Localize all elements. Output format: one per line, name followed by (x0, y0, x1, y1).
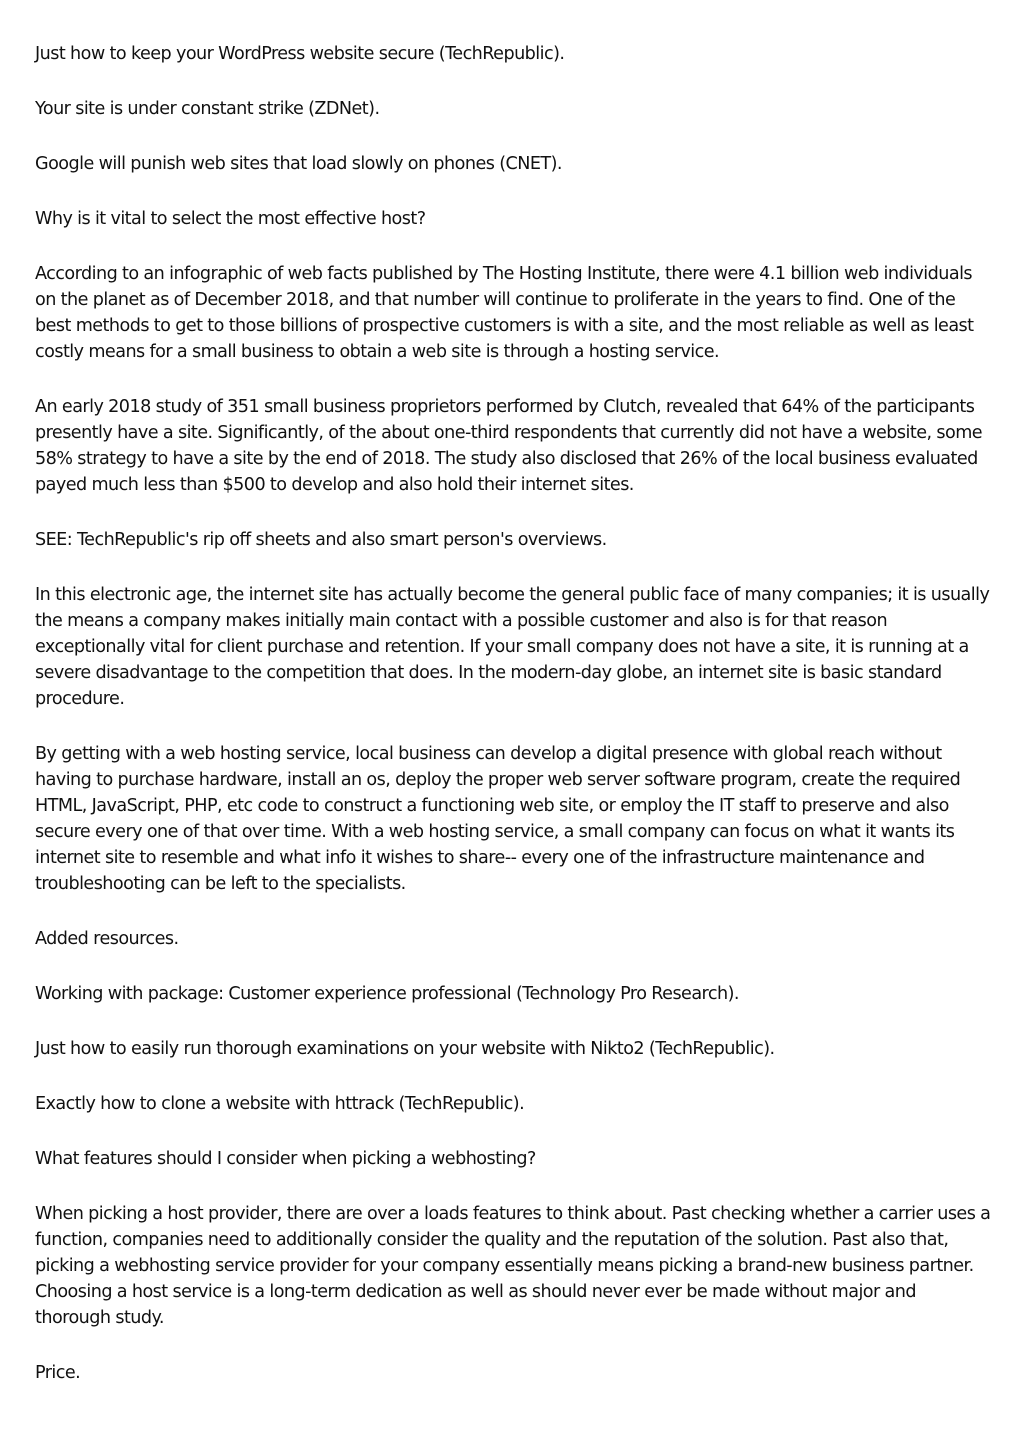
paragraph-added-resources: Added resources. (35, 929, 179, 949)
paragraph-electronic-age: In this electronic age, the internet site has actually become the general public face of many companies; it is usually the means a company makes initially main contact with a possible customer and also is for that reason exceptionally vital for client purchase and retention. If your small company does not have a site, it is running at a severe disadvantage to the competition that does. In the modern-day globe, an internet site is basic standard procedure. (35, 585, 990, 709)
paragraph-httrack: Exactly how to clone a website with httrack (TechRepublic). (35, 1094, 525, 1114)
paragraph-picking-provider: When picking a host provider, there are over a loads features to think about. Past checking whether a carrier uses a function, companies need to additionally consider the quality and the reputation of the solution. Past also that, picking a webhosting service provider for your company essentially means picking a brand-new business partner. Choosing a host service is a long-term dedication as well as should never ever be made without major and thorough study. (35, 1204, 991, 1328)
paragraph-features-question: What features should I consider when picking a webhosting? (35, 1149, 536, 1169)
paragraph-clutch-study: An early 2018 study of 351 small business proprietors performed by Clutch, revealed that 64% of the participants presently have a site. Significantly, of the about one-third respondents that currently did not have a website, some 58% strategy to have a site by the end of 2018. The study also disclosed that 26% of the local business evaluated payed much less than $500 to develop and also hold their internet sites. (35, 397, 983, 495)
paragraph-infographic: According to an infographic of web facts published by The Hosting Institute, there were 4.1 billion web individuals on the planet as of December 2018, and that number will continue to proliferate in the years to find. One of the best methods to get to those billions of prospective customers is with a site, and the most reliable as well as least costly means for a small business to obtain a web site is through a hosting service. (35, 264, 974, 362)
paragraph-nikto2: Just how to easily run thorough examinations on your website with Nikto2 (TechRepublic). (35, 1039, 775, 1059)
paragraph-wordpress-security: Just how to keep your WordPress website secure (TechRepublic). (35, 44, 565, 64)
paragraph-see-cheat-sheets: SEE: TechRepublic's rip off sheets and also smart person's overviews. (35, 530, 607, 550)
paragraph-hiring-kit: Working with package: Customer experience professional (Technology Pro Research). (35, 984, 739, 1004)
paragraph-google-punish: Google will punish web sites that load slowly on phones (CNET). (35, 154, 562, 174)
paragraph-hosting-service: By getting with a web hosting service, local business can develop a digital presence with global reach without having to purchase hardware, install an os, deploy the proper web server software program, create the required HTML, JavaScript, PHP, etc code to construct a functioning web site, or employ the IT staff to preserve and also secure every one of that over time. With a web hosting service, a small company can focus on what it wants its internet site to resemble and what info it wishes to share-- every one of the infrastructure maintenance and troubleshooting can be left to the specialists. (35, 744, 961, 894)
paragraph-why-host: Why is it vital to select the most effective host? (35, 209, 426, 229)
paragraph-price: Price. (35, 1363, 81, 1383)
paragraph-constant-strike: Your site is under constant strike (ZDNet). (35, 99, 380, 119)
